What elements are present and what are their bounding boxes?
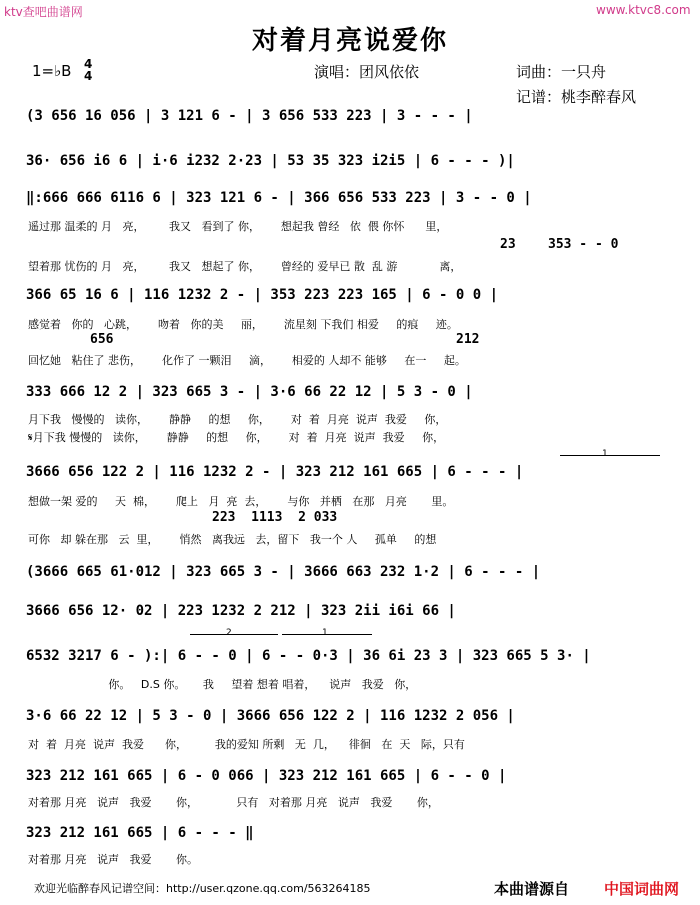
lyric-line: 月下我 慢慢的 读你， 静静 的想 你， 对 着 月亮 说声 我爱 你， (28, 413, 447, 426)
score-row: 3·6 66 22 12 | 5 3 - 0 | 3666 656 122 2 | 116 1232 2 056 | (26, 708, 515, 724)
time-top: 4 (84, 57, 93, 71)
lyric-line: 对 着 月亮 说声 我爱 你， 我的爱知 所剩 无 几， 徘徊 在 天 际，只有 (28, 738, 465, 751)
lyric-line: 回忆她 粘住了 悲伤， 化作了 一颗泪 滴， 相爱的 人却不 能够 在一 起。 (28, 354, 466, 367)
footer-credit: 欢迎光临醉春风记谱空间：http://user.qzone.qq.com/563264185 (34, 882, 371, 895)
score-row: 6532 3217 6 - ):| 6 - - 0 | 6 - - 0·3 | 36 6i 23 3 | 323 665 5 3· | (26, 648, 591, 664)
lyric-line: 对着那 月亮 说声 我爱 你， 只有 对着那 月亮 说声 我爱 你， (28, 796, 439, 809)
volta-bracket (560, 455, 660, 456)
transcriber: 记谱：桃李醉春风 (516, 88, 637, 106)
lyric-line: 可你 却 躲在那 云 里， 悄然 离我远 去，留下 我一个 人 孤单 的想 (28, 533, 437, 546)
volta-number: 1 (602, 449, 608, 459)
time-bottom: 4 (84, 69, 93, 83)
alt-notes: 353 - - 0 (548, 237, 619, 252)
time-signature (84, 58, 92, 82)
lyric-line: 对着那 月亮 说声 我爱 你。 (28, 853, 198, 866)
lyric-line: 你。 D.S 你。 我 望着 想着 唱着， 说声 我爱 你， (28, 678, 417, 691)
alt-notes: 23 (500, 237, 516, 252)
score-row: 3666 656 122 2 | 116 1232 2 - | 323 212 161 665 | 6 - - - | (26, 464, 524, 480)
score-row: 323 212 161 665 | 6 - 0 066 | 323 212 161 665 | 6 - - 0 | (26, 768, 507, 784)
lyric-line: 望着那 忧伤的 月 亮， 我又 想起了 你， 曾经的 爱早已 散 乱 游 离， (28, 260, 462, 273)
key-signature: 1=♭B (32, 62, 72, 80)
volta-bracket (190, 634, 278, 635)
watermark-right: www.ktvc8.com (596, 3, 691, 17)
singer: 演唱：团风依依 (314, 63, 420, 81)
composer: 词曲：一只舟 (516, 63, 607, 81)
volta-number: 2 (226, 628, 232, 638)
song-title: 对着月亮说爱你 (251, 26, 448, 56)
source-label: 本曲谱源自 (494, 880, 570, 898)
score-row: ‖:666 666 6116 6 | 323 121 6 - | 366 656 533 223 | 3 - - 0 | (26, 190, 532, 206)
source-site: 中国词曲网 (604, 880, 680, 898)
score-row: 3666 656 12· 02 | 223 1232 2 212 | 323 2ii i6i 66 | (26, 603, 456, 619)
alt-notes: 212 (456, 332, 480, 347)
lyric-line: 感觉着 你的 心跳， 吻着 你的美 丽， 流星刻 下我们 相爱 的痕 迹。 (28, 318, 458, 331)
score-row: 333 666 12 2 | 323 665 3 - | 3·6 66 22 12 | 5 3 - 0 | (26, 384, 473, 400)
lyric-line: 想做一架 爱的 天 棉， 爬上 月 亮 去， 与你 并栖 在那 月亮 里。 (28, 495, 454, 508)
score-row: 36· 656 i6 6 | i·6 i232 2·23 | 53 35 323 i2i5 | 6 - - - )| (26, 153, 515, 169)
score-row: (3 656 16 056 | 3 121 6 - | 3 656 533 223 | 3 - - - | (26, 108, 473, 124)
score-row: (3666 665 61·012 | 323 665 3 - | 3666 663 232 1·2 | 6 - - - | (26, 564, 541, 580)
score-row: 366 65 16 6 | 116 1232 2 - | 353 223 223 165 | 6 - 0 0 | (26, 287, 499, 303)
alt-notes: 656 (90, 332, 114, 347)
watermark-left: ktv查吧曲谱网 (4, 5, 83, 19)
lyric-line: 𝄋月下我 慢慢的 读你， 静静 的想 你， 对 着 月亮 说声 我爱 你， (28, 431, 445, 444)
score-row: 323 212 161 665 | 6 - - - ‖ (26, 825, 254, 841)
lyric-line: 遥过那 温柔的 月 亮， 我又 看到了 你， 想起我 曾经 依 偎 你怀 里， (28, 220, 448, 233)
alt-notes: 223 1113 2 033 (212, 510, 338, 525)
volta-number: 1 (322, 628, 328, 638)
